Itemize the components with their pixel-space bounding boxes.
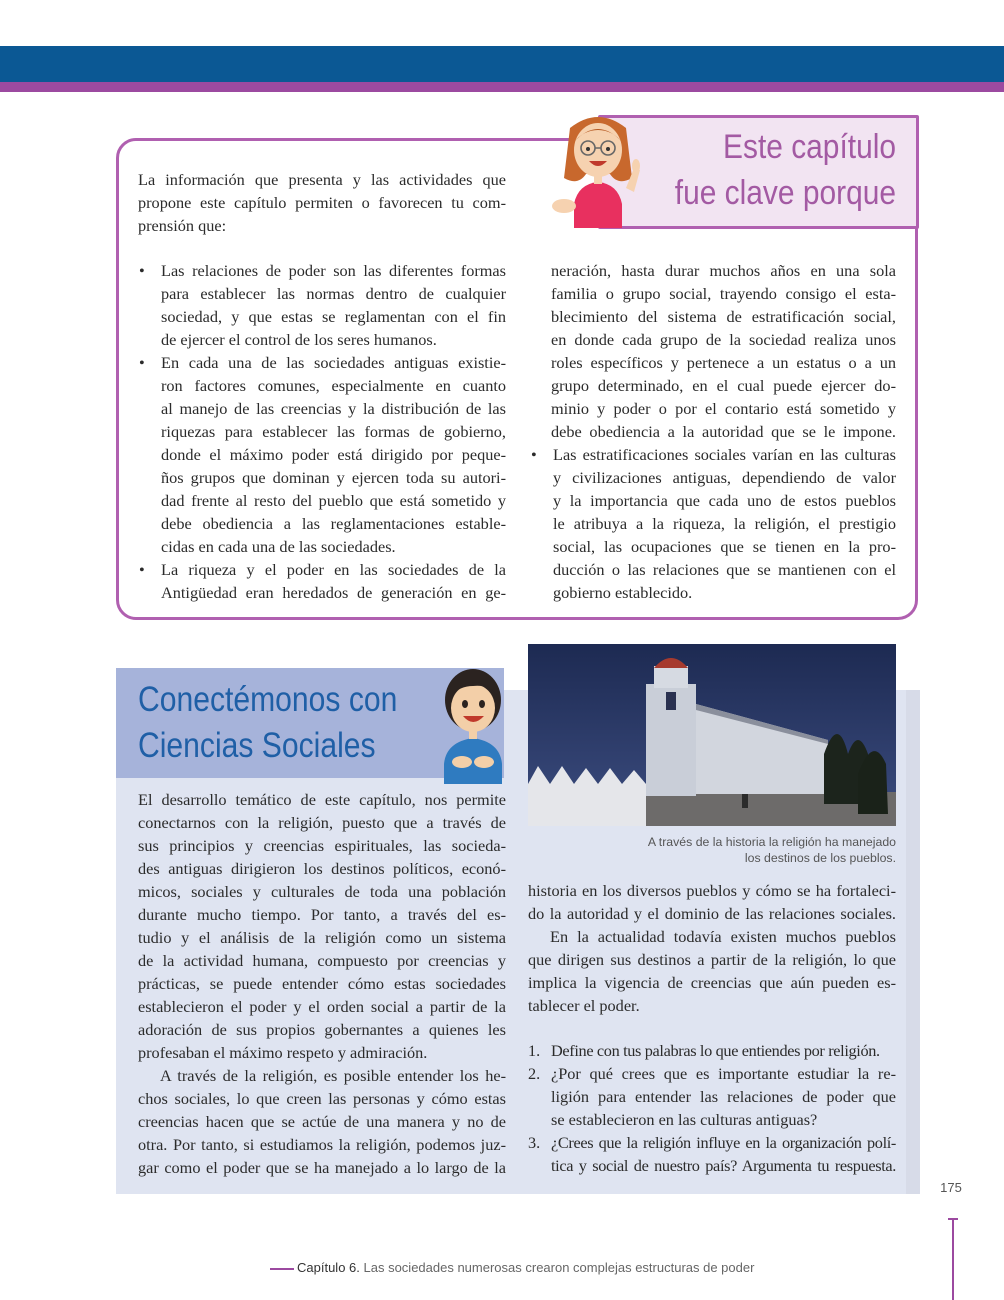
connect-title	[138, 677, 422, 769]
bullet-dot: •	[531, 445, 537, 464]
text-line: le atribuya a la riqueza, la religión, el prestigio	[553, 514, 896, 533]
text-line: profesaban el máximo respeto y admiración.	[138, 1043, 428, 1062]
text-line: neración, hasta durar muchos años en una sola	[551, 261, 896, 280]
photo-caption	[560, 834, 896, 866]
text-line: gobierno establecido.	[553, 583, 693, 602]
text-line: de la actividad humana, compuesto por creencias y	[138, 951, 506, 970]
intro-line: propone este capítulo permiten o favorecen tu com-	[138, 193, 506, 212]
church-photo	[528, 644, 896, 826]
connect-right-column	[528, 879, 896, 1177]
girl-illustration	[548, 108, 648, 228]
question-item	[528, 1039, 896, 1062]
text-line: para establecer las normas dentro de cualquier	[161, 284, 506, 303]
bullet-continuation	[530, 259, 896, 443]
question-list	[528, 1039, 896, 1177]
text-line: ducción o las relaciones que se mantienen con el	[553, 560, 896, 579]
page-number: 175	[940, 1180, 962, 1195]
text-line: El desarrollo temático de este capítulo, nos permite	[138, 790, 506, 809]
text-line: chos sociales, lo que creen las personas y cómo estas	[138, 1089, 506, 1108]
text-line: adoración de sus propios gobernantes a quienes les	[138, 1020, 506, 1039]
connect-left-column	[138, 788, 506, 1179]
question-line: tica y social de nuestro país? Argumenta tu respuesta.	[551, 1156, 896, 1175]
text-line: des antiguas dirigieron los destinos políticos, econó-	[138, 859, 506, 878]
text-line: historia en los diversos pueblos y cómo se ha fortaleci-	[528, 881, 896, 900]
text-line: sus principios y creencias espirituales, las socieda-	[138, 836, 506, 855]
question-line: ¿Crees que la religión influye en la organización polí-	[551, 1133, 896, 1152]
text-line: ron factores comunes, especialmente en cuanto	[161, 376, 506, 395]
question-item	[528, 1131, 896, 1177]
text-line: grupo determinado, en el cual puede ejercer do-	[551, 376, 896, 395]
question-line: Define con tus palabras lo que entiendes por religión.	[551, 1041, 880, 1060]
text-line: Las relaciones de poder son las diferentes formas	[161, 261, 506, 280]
clave-right-column	[530, 259, 896, 604]
text-line: social, las ocupaciones que se tienen en la pro-	[553, 537, 896, 556]
connect-panel-edge	[906, 690, 920, 1194]
question-line: ¿Por qué crees que es importante estudiar la re-	[551, 1064, 896, 1083]
text-line: cidas en cada una de las sociedades.	[161, 537, 396, 556]
bullet-dot: •	[139, 261, 145, 280]
question-item	[528, 1062, 896, 1131]
bullet-dot: •	[139, 353, 145, 372]
bullet-item	[138, 351, 506, 558]
text-line: durante mucho tiempo. Por tanto, a través del es-	[138, 905, 506, 924]
bullet-dot: •	[139, 560, 145, 579]
clave-left-column	[138, 259, 506, 604]
text-line: prácticas, se puede entender cómo estas sociedades	[138, 974, 506, 993]
text-line: conectarnos con la religión, puesto que a través de	[138, 813, 506, 832]
side-rule	[952, 1218, 954, 1300]
question-line: se establecieron en las culturas antiguas?	[551, 1110, 818, 1129]
clave-title	[636, 124, 896, 216]
text-line: y la importancia que cada uno de estos pueblos	[553, 491, 896, 510]
text-line: debe obediencia a la autoridad que se le impone.	[551, 422, 896, 441]
clave-title-line1: Este capítulo	[723, 128, 896, 166]
text-line: En cada una de las sociedades antiguas existie-	[161, 353, 506, 372]
text-line: dad frente al resto del pueblo que está sometido y	[161, 491, 506, 510]
clave-title-line2: fue clave porque	[674, 174, 896, 212]
text-line: Las estratificaciones sociales varían en las culturas	[553, 445, 896, 464]
photo-caption-line1: A través de la historia la religión ha manejado	[647, 835, 896, 849]
text-line: creencias hacen que se actúe de una manera y no de	[138, 1112, 506, 1131]
text-line: y civilizaciones antiguas, dependiendo de valor	[553, 468, 896, 487]
footer-rule	[270, 1268, 294, 1270]
text-line: La riqueza y el poder en las sociedades de la	[161, 560, 506, 579]
footer	[270, 1260, 754, 1275]
question-number: 3.	[528, 1133, 541, 1152]
boy-illustration	[436, 662, 510, 784]
text-line: donde el máximo poder está dirigido por peque-	[161, 445, 506, 464]
text-line: otra. Por tanto, si estudiamos la religión, podemos juz-	[138, 1135, 506, 1154]
text-line: ños grupos que dominan y ejercen toda su autori-	[161, 468, 506, 487]
text-line: tudio y el análisis de la religión como un sistema	[138, 928, 506, 947]
text-line: que dirigen sus destinos a partir de la religión, lo que	[528, 950, 896, 969]
question-number: 1.	[528, 1041, 541, 1060]
text-line: blecimiento del sistema de estratificación social,	[551, 307, 896, 326]
question-number: 2.	[528, 1064, 541, 1083]
text-line: establecieron el poder y el orden social a partir de la	[138, 997, 506, 1016]
text-line: micos, sociales y culturales de toda una población	[138, 882, 506, 901]
text-line: gar como el poder que se ha manejado a lo largo de la	[138, 1158, 506, 1177]
text-line: sociedad, y que estas se reglamentan con el fin	[161, 307, 506, 326]
bullet-item	[138, 259, 506, 351]
text-line: en donde cada grupo de la sociedad realiza unos	[551, 330, 896, 349]
bullet-item	[530, 443, 896, 604]
text-line: al manejo de las creencias y la distribución de las	[161, 399, 506, 418]
question-line: ligión para entender las relaciones de poder que	[551, 1087, 896, 1106]
text-line: A través de la religión, es posible entender los he-	[160, 1066, 506, 1085]
header-band	[0, 46, 1004, 82]
connect-title-line1: Conectémonos con	[138, 680, 398, 719]
text-line: de ejercer el control de los seres humanos.	[161, 330, 437, 349]
text-line: Antigüedad eran heredados de generación en ge-	[161, 583, 506, 602]
footer-chapter: Capítulo 6.	[297, 1260, 360, 1275]
text-line: implica la vigencia de creencias que aún pueden es-	[528, 973, 896, 992]
text-line: tablecer el poder.	[528, 996, 640, 1015]
intro-line: La información que presenta y las actividades que	[138, 170, 506, 189]
text-line: roles específicos y pertenece a un estatus o a un	[551, 353, 896, 372]
text-line: riquezas para establecer las formas de gobierno,	[161, 422, 506, 441]
clave-intro	[138, 168, 506, 237]
text-line: En la actualidad todavía existen muchos pueblos	[550, 927, 896, 946]
text-line: do la autoridad y el dominio de las relaciones sociales.	[528, 904, 896, 923]
intro-line: prensión que:	[138, 216, 227, 235]
text-line: minio y poder o por el contario está sometido y	[551, 399, 896, 418]
connect-title-line2: Ciencias Sociales	[138, 726, 376, 765]
text-line: familia o grupo social, trayendo consigo el esta-	[551, 284, 896, 303]
bullet-item	[138, 558, 506, 604]
text-line: debe obediencia a las reglamentaciones estable-	[161, 514, 506, 533]
header-stripe	[0, 82, 1004, 92]
footer-text: Las sociedades numerosas crearon complejas estructuras de poder	[363, 1260, 755, 1275]
photo-caption-line2: los destinos de los pueblos.	[744, 851, 896, 865]
